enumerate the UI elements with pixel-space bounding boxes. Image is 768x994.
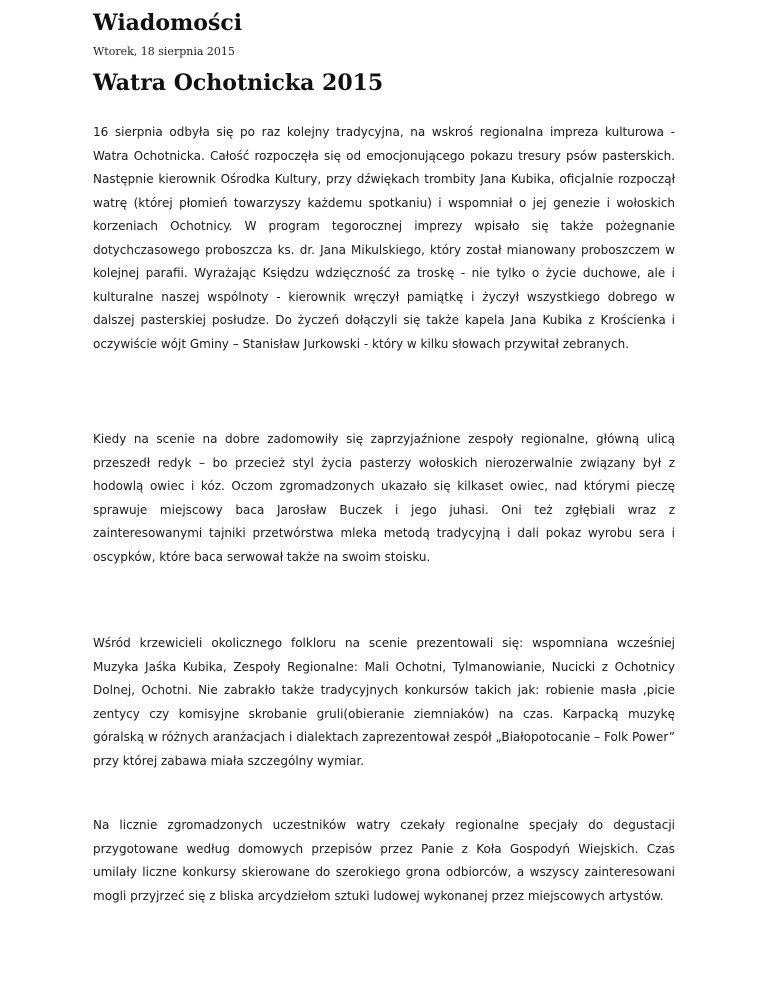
- section-title: Wiadomości: [93, 10, 243, 36]
- article-title: Watra Ochotnicka 2015: [93, 70, 384, 96]
- article-paragraph-3: Wśród krzewicieli okolicznego folkloru na scenie prezentowali się: wspomniana wcześniej Muzyka Jaśka Kubika, Zespoły Regionalne: Mali Ochotni, Tylmanowianie, Nucicki z Ochotnicy Dolnej, Ochotni. Nie zabrakło także tradycyjnych konkursów takich jak: robienie masła ,picie zentycy czy komisyjne skrobanie gruli(obieranie ziemniaków) na czas. Karpacką muzykę góralską w różnych aranżacjach i dialektach zaprezentował zespół „Białopotocanie – Folk Power” przy której zabawa miała szczególny wymiar.: [93, 636, 675, 768]
- article-paragraph-1: 16 sierpnia odbyła się po raz kolejny tradycyjna, na wskroś regionalna impreza kulturowa - Watra Ochotnicka. Całość rozpoczęła się od emocjonującego pokazu tresury psów pasterskich. Następnie kierownik Ośrodka Kultury, przy dźwiękach trombity Jana Kubika, oficjalnie rozpoczął watrę (której płomień towarzyszy każdemu spotkaniu) i wspomniał o jej genezie i wołoskich korzeniach Ochotnicy. W program tegorocznej imprezy wpisało się także pożegnanie dotychczasowego proboszcza ks. dr. Jana Mikulskiego, który został mianowany proboszczem w kolejnej parafii. Wyrażając Księdzu wdzięczność za troskę - nie tylko o życie duchowe, ale i kulturalne naszej wspólnoty - kierownik wręczył pamiątkę i życzył wszystkiego dobrego w dalszej pasterskiej posłudze. Do życzeń dołączyli się także kapela Jana Kubika z Krościenka i oczywiście wójt Gminy – Stanisław Jurkowski - który w kilku słowach przywitał zebranych.: [93, 125, 675, 351]
- article-paragraph-2: Kiedy na scenie na dobre zadomowiły się zaprzyjaźnione zespoły regionalne, główną ulicą przeszedł redyk – bo przecież styl życia pasterzy wołoskich nierozerwalnie związany był z hodowlą owiec i kóz. Oczom zgromadzonych ukazało się kilkaset owiec, nad którymi pieczę sprawuje miejscowy baca Jarosław Buczek i jego juhasi. Oni też zgłębiali wraz z zainteresowanymi tajniki przetwórstwa mleka metodą tradycyjną i dali pokaz wyrobu sera i oscypków, które baca serwował także na swoim stoisku.: [93, 432, 675, 564]
- article-paragraph-4: Na licznie zgromadzonych uczestników watry czekały regionalne specjały do degustacji przygotowane według domowych przepisów przez Panie z Koła Gospodyń Wiejskich. Czas umilały liczne konkursy skierowane do szerokiego grona odbiorców, a wszyscy zainteresowani mogli przyjrzeć się z bliska arcydziełom sztuki ludowej wykonanej przez miejscowych artystów.: [93, 818, 675, 903]
- article-date: Wtorek, 18 sierpnia 2015: [93, 45, 235, 58]
